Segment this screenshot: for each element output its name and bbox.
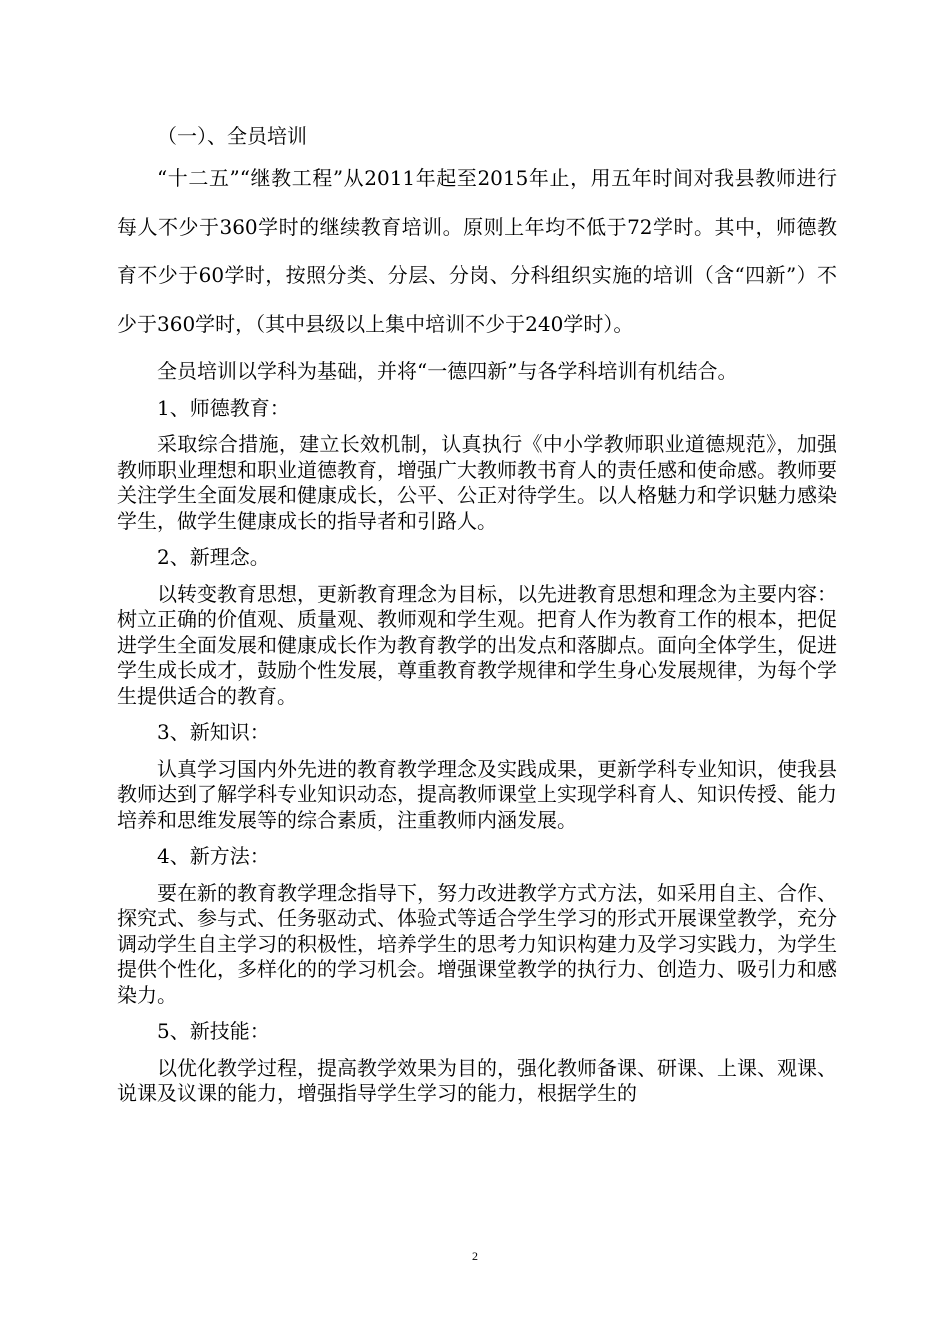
item-body-ethics: 采取综合措施，建立长效机制，认真执行《中小学教师职业道德规范》，加强教师职业理想和职业道德教育，增强广大教师教书育人的责任感和使命感。教师要关注学生全面发展和健康成长，公平、公正对待学生。以人格魅力和学识魅力感染学生，做学生健康成长的指导者和引路人。 xyxy=(117,432,837,533)
item-body-skills: 以优化教学过程，提高教学效果为目的，强化教师备课、研课、上课、观课、说课及议课的能力，增强指导学生学习的能力，根据学生的 xyxy=(117,1055,837,1105)
item-heading-concepts: 2、新理念。 xyxy=(157,545,270,569)
item-body-methods: 要在新的教育教学理念指导下，努力改进教学方式方法，如采用自主、合作、探究式、参与式、任务驱动式、体验式等适合学生学习的形式开展课堂教学，充分调动学生自主学习的积极性，培养学生的思考力知识构建力及学习实践力，为学生提供个性化，多样化的的学习机会。增强课堂教学的执行力、创造力、吸引力和感染力。 xyxy=(117,880,837,1007)
document-body xyxy=(117,118,837,1107)
item-heading-knowledge: 3、新知识： xyxy=(157,720,270,744)
basis-paragraph: 全员培训以学科为基础，并将“一德四新”与各学科培训有机结合。 xyxy=(157,359,738,383)
item-heading-ethics: 1、师德教育： xyxy=(157,395,290,420)
item-body-knowledge: 认真学习国内外先进的教育教学理念及实践成果，更新学科专业知识，使我县教师达到了解学科专业知识动态，提高教师课堂上实现学科育人、知识传授、能力培养和思维发展等的综合素质，注重教师内涵发展。 xyxy=(117,756,837,832)
intro-paragraph: “十二五”“继教工程”从2011年起至2015年止，用五年时间对我县教师进行每人不少于360学时的继续教育培训。原则上年均不低于72学时。其中，师德教育不少于60学时，按照分类、分层、分岗、分科组织实施的培训（含“四新”）不少于360学时，（其中县级以上集中培训不少于240学时）。 xyxy=(117,166,837,336)
item-heading-methods: 4、新方法： xyxy=(157,844,270,868)
section-heading: （一）、全员培训 xyxy=(157,124,307,148)
page-number: 2 xyxy=(472,1249,478,1263)
item-heading-skills: 5、新技能： xyxy=(157,1019,270,1043)
item-body-concepts: 以转变教育思想，更新教育理念为目标，以先进教育思想和理念为主要内容：树立正确的价值观、质量观、教师观和学生观。把育人作为教育工作的根本，把促进学生全面发展和健康成长作为教育教学的出发点和落脚点。面向全体学生，促进学生成长成才，鼓励个性发展，尊重教育教学规律和学生身心发展规律，为每个学生提供适合的教育。 xyxy=(117,581,837,708)
